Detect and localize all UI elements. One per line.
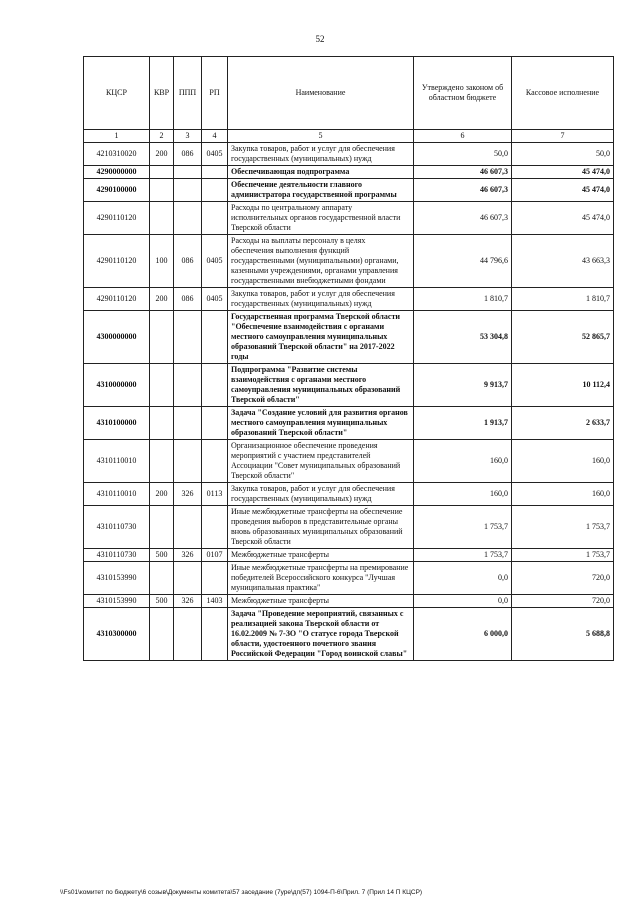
cell-executed: 160,0	[512, 483, 614, 506]
header-row	[84, 57, 614, 130]
cell-kvr: 200	[150, 483, 174, 506]
footer-path: \\Fs01\комитет по бюджету\6 созыв\Документы комитета\57 заседание (7уре\дп(57) 1094-П-6\Прил. 7 (Прил 14 П КЦСР)	[60, 889, 423, 896]
cell-executed: 50,0	[512, 143, 614, 166]
cell-approved: 46 607,3	[414, 166, 512, 179]
cell-executed: 720,0	[512, 595, 614, 608]
cell-kcsr: 4310110730	[84, 549, 150, 562]
cell-name: Иные межбюджетные трансферты на обеспечение проведения выборов в представительные органы вновь образованных муниципальных образований Тверской области	[228, 506, 414, 549]
cell-name: Подпрограмма "Развитие системы взаимодействия с органами местного самоуправления муниципальных образований Тверской области"	[228, 364, 414, 407]
cell-executed: 52 865,7	[512, 311, 614, 364]
header-ppp: ППП	[174, 57, 202, 130]
cell-ppp	[174, 440, 202, 483]
cell-approved: 46 607,3	[414, 202, 512, 235]
cell-name: Закупка товаров, работ и услуг для обеспечения государственных (муниципальных) нужд	[228, 288, 414, 311]
cell-name: Закупка товаров, работ и услуг для обеспечения государственных (муниципальных) нужд	[228, 143, 414, 166]
table-row	[84, 202, 614, 235]
cell-rp	[202, 440, 228, 483]
cell-kcsr: 4210310020	[84, 143, 150, 166]
cell-executed: 43 663,3	[512, 235, 614, 288]
column-number: 2	[150, 130, 174, 143]
cell-executed: 45 474,0	[512, 179, 614, 202]
cell-approved: 160,0	[414, 440, 512, 483]
cell-kvr	[150, 562, 174, 595]
table-row	[84, 235, 614, 288]
cell-executed: 1 810,7	[512, 288, 614, 311]
cell-rp: 0405	[202, 143, 228, 166]
cell-rp: 0405	[202, 235, 228, 288]
cell-kcsr: 4290110120	[84, 202, 150, 235]
cell-ppp: 086	[174, 235, 202, 288]
cell-rp: 0107	[202, 549, 228, 562]
cell-kvr	[150, 506, 174, 549]
table-row	[84, 166, 614, 179]
cell-rp	[202, 608, 228, 661]
cell-ppp	[174, 179, 202, 202]
cell-kvr: 500	[150, 595, 174, 608]
cell-approved: 0,0	[414, 595, 512, 608]
cell-kvr: 100	[150, 235, 174, 288]
cell-ppp: 326	[174, 595, 202, 608]
cell-approved: 6 000,0	[414, 608, 512, 661]
cell-ppp: 086	[174, 143, 202, 166]
table-row	[84, 143, 614, 166]
cell-name: Закупка товаров, работ и услуг для обеспечения государственных (муниципальных) нужд	[228, 483, 414, 506]
cell-name: Межбюджетные трансферты	[228, 549, 414, 562]
cell-kvr	[150, 364, 174, 407]
table-row	[84, 288, 614, 311]
cell-rp	[202, 364, 228, 407]
cell-rp	[202, 179, 228, 202]
cell-rp: 1403	[202, 595, 228, 608]
cell-approved: 1 913,7	[414, 407, 512, 440]
cell-ppp	[174, 407, 202, 440]
table-row	[84, 483, 614, 506]
cell-name: Организационное обеспечение проведения мероприятий с участием представителей Ассоциации "Совет муниципальных образований Тверской области"	[228, 440, 414, 483]
cell-approved: 1 753,7	[414, 506, 512, 549]
header-executed: Кассовое исполнение	[512, 57, 614, 130]
cell-name: Обеспечивающая подпрограмма	[228, 166, 414, 179]
cell-ppp: 086	[174, 288, 202, 311]
cell-approved: 50,0	[414, 143, 512, 166]
cell-approved: 1 753,7	[414, 549, 512, 562]
cell-name: Обеспечение деятельности главного администратора государственной программы	[228, 179, 414, 202]
cell-approved: 46 607,3	[414, 179, 512, 202]
cell-rp	[202, 166, 228, 179]
cell-kcsr: 4310153990	[84, 562, 150, 595]
table-row	[84, 179, 614, 202]
cell-kcsr: 4310153990	[84, 595, 150, 608]
cell-ppp	[174, 364, 202, 407]
budget-table	[83, 56, 614, 661]
cell-executed: 1 753,7	[512, 549, 614, 562]
cell-rp	[202, 311, 228, 364]
cell-kcsr: 4310110730	[84, 506, 150, 549]
cell-executed: 1 753,7	[512, 506, 614, 549]
cell-rp	[202, 202, 228, 235]
table-row	[84, 407, 614, 440]
table-row	[84, 608, 614, 661]
cell-kcsr: 4310300000	[84, 608, 150, 661]
table-row	[84, 595, 614, 608]
cell-kvr	[150, 407, 174, 440]
cell-name: Государственная программа Тверской области "Обеспечение взаимодействия с органами местного самоуправления муниципальных образований Тверской области" на 2017-2022 годы	[228, 311, 414, 364]
cell-kvr: 500	[150, 549, 174, 562]
cell-kcsr: 4310110010	[84, 440, 150, 483]
cell-kcsr: 4290100000	[84, 179, 150, 202]
cell-name: Межбюджетные трансферты	[228, 595, 414, 608]
cell-kvr	[150, 311, 174, 364]
cell-ppp	[174, 608, 202, 661]
cell-kvr	[150, 202, 174, 235]
cell-kvr	[150, 608, 174, 661]
table-body	[84, 143, 614, 661]
cell-executed: 160,0	[512, 440, 614, 483]
cell-name: Задача "Создание условий для развития органов местного самоуправления муниципальных образований Тверской области"	[228, 407, 414, 440]
cell-executed: 720,0	[512, 562, 614, 595]
cell-approved: 9 913,7	[414, 364, 512, 407]
cell-ppp	[174, 506, 202, 549]
cell-kvr	[150, 440, 174, 483]
cell-ppp	[174, 202, 202, 235]
column-number: 1	[84, 130, 150, 143]
cell-rp	[202, 407, 228, 440]
cell-rp	[202, 562, 228, 595]
cell-kcsr: 4310110010	[84, 483, 150, 506]
cell-ppp	[174, 166, 202, 179]
cell-kcsr: 4290000000	[84, 166, 150, 179]
cell-executed: 45 474,0	[512, 166, 614, 179]
cell-kvr: 200	[150, 288, 174, 311]
table-row	[84, 364, 614, 407]
cell-name: Расходы по центральному аппарату исполнительных органов государственной власти Тверской области	[228, 202, 414, 235]
column-number-row	[84, 130, 614, 143]
cell-kcsr: 4300000000	[84, 311, 150, 364]
cell-name: Расходы на выплаты персоналу в целях обеспечения выполнения функций государственными (муниципальными) органами, казенными учреждениями, органами управления государственными внебюджетными фондами	[228, 235, 414, 288]
header-approved: Утверждено законом об областном бюджете	[414, 57, 512, 130]
cell-kcsr: 4310100000	[84, 407, 150, 440]
column-number: 4	[202, 130, 228, 143]
cell-ppp: 326	[174, 483, 202, 506]
cell-approved: 53 304,8	[414, 311, 512, 364]
cell-ppp	[174, 562, 202, 595]
cell-rp: 0113	[202, 483, 228, 506]
table-row	[84, 311, 614, 364]
column-number: 3	[174, 130, 202, 143]
page-number: 52	[315, 34, 325, 44]
column-number: 6	[414, 130, 512, 143]
cell-approved: 160,0	[414, 483, 512, 506]
cell-kvr: 200	[150, 143, 174, 166]
cell-ppp	[174, 311, 202, 364]
cell-name: Задача "Проведение мероприятий, связанных с реализацией закона Тверской области от 16.02.2009 № 7-ЗО "О статусе города Тверской области, удостоенного почетного звания Российской Федерации "Город воинской славы"	[228, 608, 414, 661]
header-kvr: КВР	[150, 57, 174, 130]
cell-executed: 5 688,8	[512, 608, 614, 661]
column-number: 7	[512, 130, 614, 143]
cell-kcsr: 4290110120	[84, 288, 150, 311]
cell-executed: 2 633,7	[512, 407, 614, 440]
cell-approved: 0,0	[414, 562, 512, 595]
cell-ppp: 326	[174, 549, 202, 562]
table-row	[84, 549, 614, 562]
cell-rp	[202, 506, 228, 549]
cell-kvr	[150, 166, 174, 179]
header-kcsr: КЦСР	[84, 57, 150, 130]
table-row	[84, 562, 614, 595]
column-number: 5	[228, 130, 414, 143]
cell-executed: 45 474,0	[512, 202, 614, 235]
header-rp: РП	[202, 57, 228, 130]
table-row	[84, 440, 614, 483]
cell-kvr	[150, 179, 174, 202]
cell-kcsr: 4290110120	[84, 235, 150, 288]
cell-name: Иные межбюджетные трансферты на премирование победителей Всероссийского конкурса "Лучшая муниципальная практика"	[228, 562, 414, 595]
cell-approved: 1 810,7	[414, 288, 512, 311]
table-row	[84, 506, 614, 549]
header-name: Наименование	[228, 57, 414, 130]
cell-kcsr: 4310000000	[84, 364, 150, 407]
cell-approved: 44 796,6	[414, 235, 512, 288]
cell-executed: 10 112,4	[512, 364, 614, 407]
cell-rp: 0405	[202, 288, 228, 311]
